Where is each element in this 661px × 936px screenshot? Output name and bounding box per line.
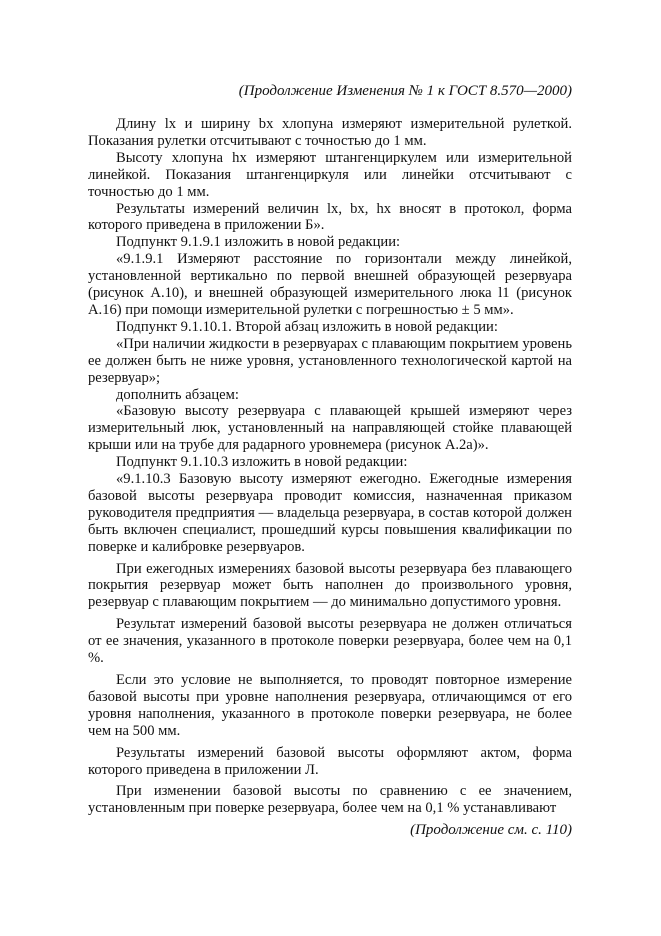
paragraph-2: Высоту хлопуна hx измеряют штангенциркулем или измерительной линейкой. Показания штангенциркуля или линейки отсчитывают с точностью до 1 мм. <box>88 149 572 200</box>
paragraph-16: При изменении базовой высоты по сравнению с ее значением, установленным при поверке резервуара, более чем на 0,1 % устанавливают <box>88 783 572 817</box>
paragraph-1: Длину lx и ширину bx хлопуна измеряют измерительной рулеткой. Показания рулетки отсчитывают с точностью до 1 мм. <box>88 116 572 149</box>
paragraph-15: Результаты измерений базовой высоты оформляют актом, форма которого приведена в приложении Л. <box>88 744 572 778</box>
paragraph-11: «9.1.10.3 Базовую высоту измеряют ежегодно. Ежегодные измерения базовой высоты резервуара проводит комиссия, назначенная приказом руководителя предприятия — владельца резервуара, в состав которой должен быть включен специалист, прошедший курсы повышения квалификации по поверке и калибровке резервуаров. <box>88 471 572 555</box>
paragraph-7: «При наличии жидкости в резервуарах с плавающим покрытием уровень ее должен быть не ниже уровня, установленного технологической картой на резервуар»; <box>88 335 572 386</box>
paragraph-9: «Базовую высоту резервуара с плавающей крышей измеряют через измерительный люк, установленный на направляющей стойке плавающей крыши или на трубе для радарного уровнемера (рисунок А.2а)». <box>88 403 572 454</box>
paragraph-14: Если это условие не выполняется, то проводят повторное измерение базовой высоты при уровне наполнения резервуара, отличающимся от его уровня наполнения, указанного в протоколе поверки резервуара, не более чем на 500 мм. <box>88 672 572 739</box>
paragraph-10: Подпункт 9.1.10.3 изложить в новой редакции: <box>116 454 408 471</box>
page-footer: (Продолжение см. с. 110) <box>410 822 572 839</box>
document-page <box>88 82 572 839</box>
paragraph-3: Результаты измерений величин lx, bx, hx вносят в протокол, форма которого приведена в приложении Б». <box>88 200 572 234</box>
paragraph-13: Результат измерений базовой высоты резервуара не должен отличаться от ее значения, указанного в протоколе поверки резервуара, более чем на 0,1 %. <box>88 616 572 667</box>
paragraph-12: При ежегодных измерениях базовой высоты резервуара без плавающего покрытия резервуар может быть наполнен до произвольного уровня, резервуар с плавающим покрытием — до минимально допустимого уровня. <box>88 560 572 611</box>
page-header: (Продолжение Изменения № 1 к ГОСТ 8.570—2000) <box>238 83 572 99</box>
paragraph-8: дополнить абзацем: <box>116 386 239 403</box>
paragraph-4: Подпункт 9.1.9.1 изложить в новой редакции: <box>116 234 401 251</box>
paragraph-6: Подпункт 9.1.10.1. Второй абзац изложить в новой редакции: <box>116 318 498 335</box>
paragraph-5: «9.1.9.1 Измеряют расстояние по горизонтали между линейкой, установленной вертикально по первой внешней образующей резервуара (рисунок А.10), и внешней образующей измерительного люка l1 (рисунок А.16) при помощи измерительной рулетки с погрешностью ± 5 мм». <box>88 251 572 318</box>
